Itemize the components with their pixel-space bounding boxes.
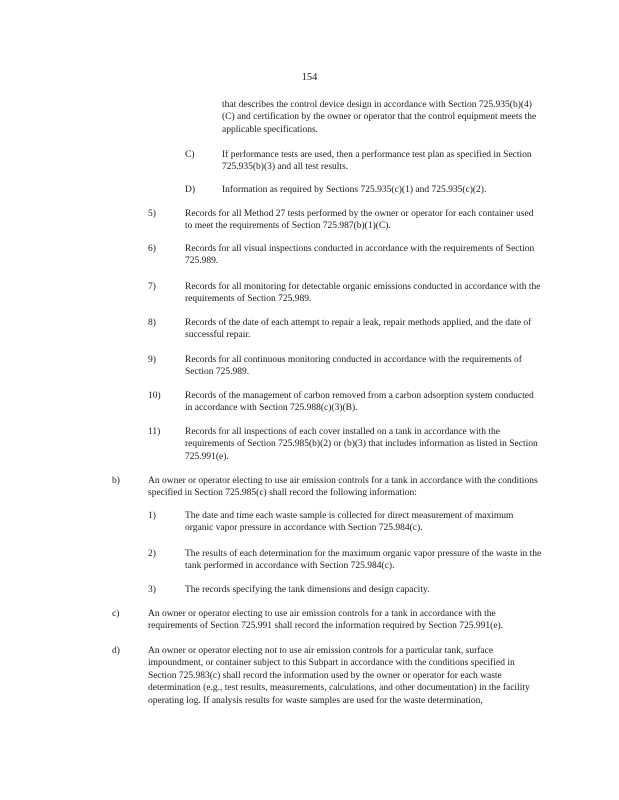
item-label: 2) bbox=[148, 549, 156, 559]
item-label: 8) bbox=[148, 318, 156, 328]
paragraph-text: An owner or operator electing to use air emission controls for a tank in accordance with the requirements of Section 725.991 shall record the information required by Section 725.991(e). bbox=[148, 609, 504, 632]
item-text: Records of the date of each attempt to repair a leak, repair methods applied, and the date of successful repair. bbox=[185, 318, 532, 341]
item-text: Records for all Method 27 tests performed by the owner or operator for each container used to meet the requirements of Section 725.987(b)(1)(C). bbox=[185, 209, 534, 232]
page-number: 154 bbox=[301, 72, 318, 83]
item-label: 11) bbox=[148, 427, 161, 437]
paragraph-label: c) bbox=[112, 609, 120, 619]
sub-item-label: D) bbox=[185, 185, 196, 195]
item-text: The date and time each waste sample is collected for direct measurement of maximum organic vapor pressure in accordance with Section 725.984(c). bbox=[185, 511, 514, 534]
item-label: 5) bbox=[148, 209, 156, 219]
item-text: Records for all monitoring for detectable organic emissions conducted in accordance with the requirements of Section 725.989. bbox=[185, 282, 541, 305]
paragraph-label: b) bbox=[112, 476, 120, 486]
continuation-text: that describes the control device design in accordance with Section 725.935(b)(4)(C) and certification by the owner or operator that the control equipment meets the applicable specifications. bbox=[222, 100, 537, 135]
item-label: 1) bbox=[148, 511, 156, 521]
sub-item-label: C) bbox=[185, 150, 195, 160]
item-label: 7) bbox=[148, 282, 156, 292]
item-label: 10) bbox=[148, 391, 161, 401]
paragraph-label: d) bbox=[112, 646, 120, 656]
item-text: Records for all visual inspections conducted in accordance with the requirements of Section 725.989. bbox=[185, 244, 535, 267]
paragraph-text: An owner or operator electing not to use air emission controls for a particular tank, surface impoundment, or container subject to this Subpart in accordance with the conditions specified in Section 725.983(c) shall record the information used by the owner or operator for each waste determination (e.g., test results, measurements, calculations, and other documentation) in the facility operating log. If analysis results for waste samples are used for the waste determination, bbox=[148, 646, 530, 706]
item-label: 6) bbox=[148, 244, 156, 254]
item-label: 3) bbox=[148, 585, 156, 595]
sub-item-text: Information as required by Sections 725.935(c)(1) and 725.935(c)(2). bbox=[222, 185, 487, 195]
sub-item-text: If performance tests are used, then a performance test plan as specified in Section 725.935(b)(3) and all test results. bbox=[222, 150, 532, 173]
item-label: 9) bbox=[148, 355, 156, 365]
item-text: Records for all inspections of each cover installed on a tank in accordance with the requirements of Section 725.985(b)(2) or (b)(3) that includes information as listed in Section 725.991(e). bbox=[185, 427, 538, 462]
paragraph-text: An owner or operator electing to use air emission controls for a tank in accordance with the conditions specified in Section 725.985(c) shall record the following information: bbox=[148, 476, 538, 499]
item-text: Records of the management of carbon removed from a carbon adsorption system conducted in accordance with Section 725.988(c)(3)(B). bbox=[185, 391, 534, 414]
item-text: Records for all continuous monitoring conducted in accordance with the requirements of Section 725.989. bbox=[185, 355, 522, 378]
item-text: The results of each determination for the maximum organic vapor pressure of the waste in the tank performed in accordance with Section 725.984(c). bbox=[185, 549, 542, 572]
item-text: The records specifying the tank dimensions and design capacity. bbox=[185, 585, 430, 595]
